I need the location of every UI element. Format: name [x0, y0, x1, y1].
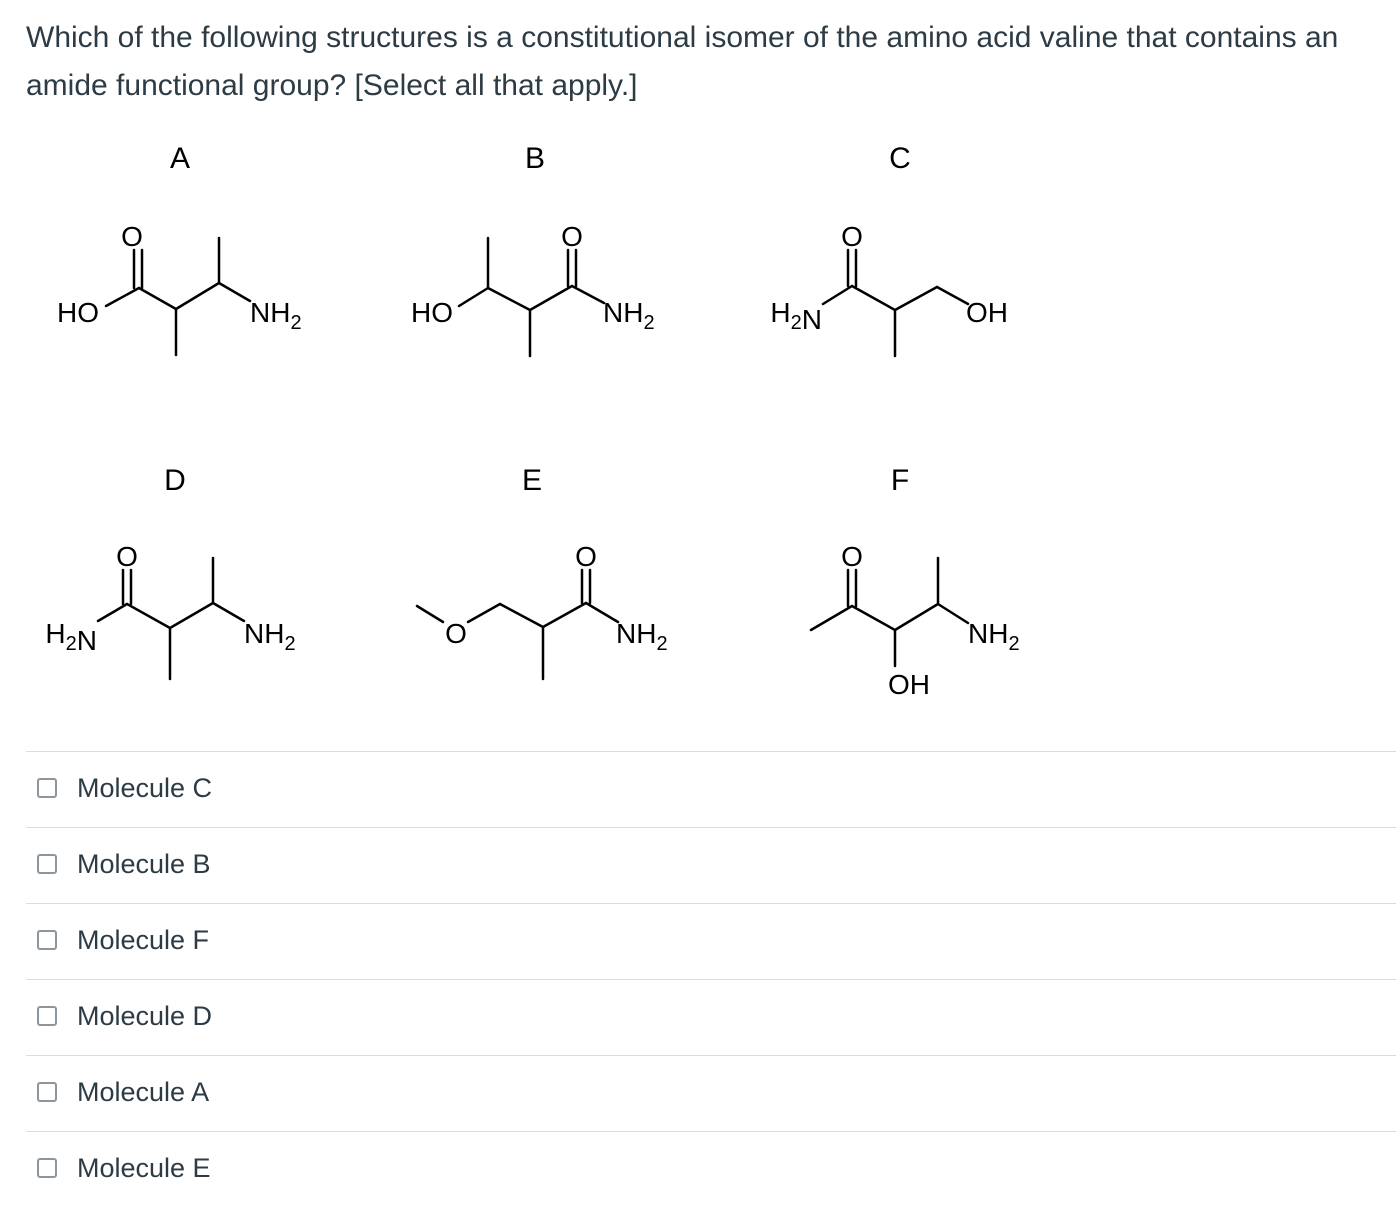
- answer-label: Molecule D: [77, 1001, 213, 1031]
- molecule-e-ether-oxygen: O: [445, 618, 467, 649]
- checkbox[interactable]: [37, 1158, 57, 1178]
- answer-option[interactable]: [26, 751, 1396, 827]
- molecule-b-bonds: [459, 238, 604, 356]
- molecule-label-e: E: [521, 464, 543, 497]
- molecule-d-right-group: $NH_2$: [244, 618, 296, 655]
- checkbox[interactable]: [37, 930, 57, 950]
- molecule-label-f: F: [890, 464, 910, 497]
- molecule-d-bonds: [98, 558, 244, 679]
- molecule-e-oxygen: O: [575, 541, 597, 572]
- molecule-label-d: D: [164, 464, 186, 497]
- molecule-structures-figure: [0, 130, 1396, 720]
- molecule-label-a: A: [169, 142, 191, 175]
- molecule-f-bottom-group: OH: [887, 669, 931, 700]
- molecule-e-right-group: $NH_2$: [616, 618, 668, 655]
- molecule-c-oxygen: O: [841, 221, 863, 252]
- molecule-d-oxygen: O: [116, 541, 138, 572]
- checkbox[interactable]: [37, 778, 57, 798]
- question-text: Which of the following structures is a constitutional isomer of the amino acid valine that contains an amide functional group? [Select all that apply.]: [26, 21, 1339, 102]
- answer-label: Molecule B: [77, 849, 211, 879]
- answer-label: Molecule E: [77, 1153, 211, 1183]
- molecule-b-left-group: HO: [410, 297, 454, 328]
- answer-option[interactable]: [26, 827, 1396, 903]
- molecule-b-right-group: $NH_2$: [603, 297, 655, 334]
- molecule-a-right-group: $NH_2$: [250, 297, 302, 334]
- answer-label: Molecule F: [77, 925, 210, 955]
- checkbox[interactable]: [37, 1006, 57, 1026]
- molecule-f-bonds: [811, 558, 968, 666]
- answer-list: [26, 751, 1396, 1207]
- molecule-f-oxygen: O: [841, 541, 863, 572]
- answer-option[interactable]: [26, 903, 1396, 979]
- answer-option[interactable]: [26, 979, 1396, 1055]
- molecule-c-right-group: OH: [966, 297, 1009, 328]
- checkbox[interactable]: [37, 1082, 57, 1102]
- answer-label: Molecule C: [77, 773, 213, 803]
- answer-option[interactable]: [26, 1055, 1396, 1131]
- molecule-b-oxygen: O: [561, 221, 583, 252]
- answer-label: Molecule A: [77, 1077, 210, 1107]
- molecule-c-bonds: [823, 250, 968, 356]
- molecule-label-b: B: [524, 142, 546, 175]
- molecule-label-c: C: [889, 142, 911, 175]
- molecule-a-left-group: HO: [56, 297, 100, 328]
- molecule-a-bonds: [106, 238, 250, 355]
- molecule-a-oxygen: O: [121, 221, 143, 252]
- molecule-d-left-group: $H_2N$: [45, 618, 97, 656]
- checkbox[interactable]: [37, 854, 57, 874]
- molecule-f-right-group: $NH_2$: [968, 618, 1020, 655]
- molecule-c-left-group: $H_2N$: [770, 297, 822, 335]
- answer-option[interactable]: [26, 1131, 1396, 1207]
